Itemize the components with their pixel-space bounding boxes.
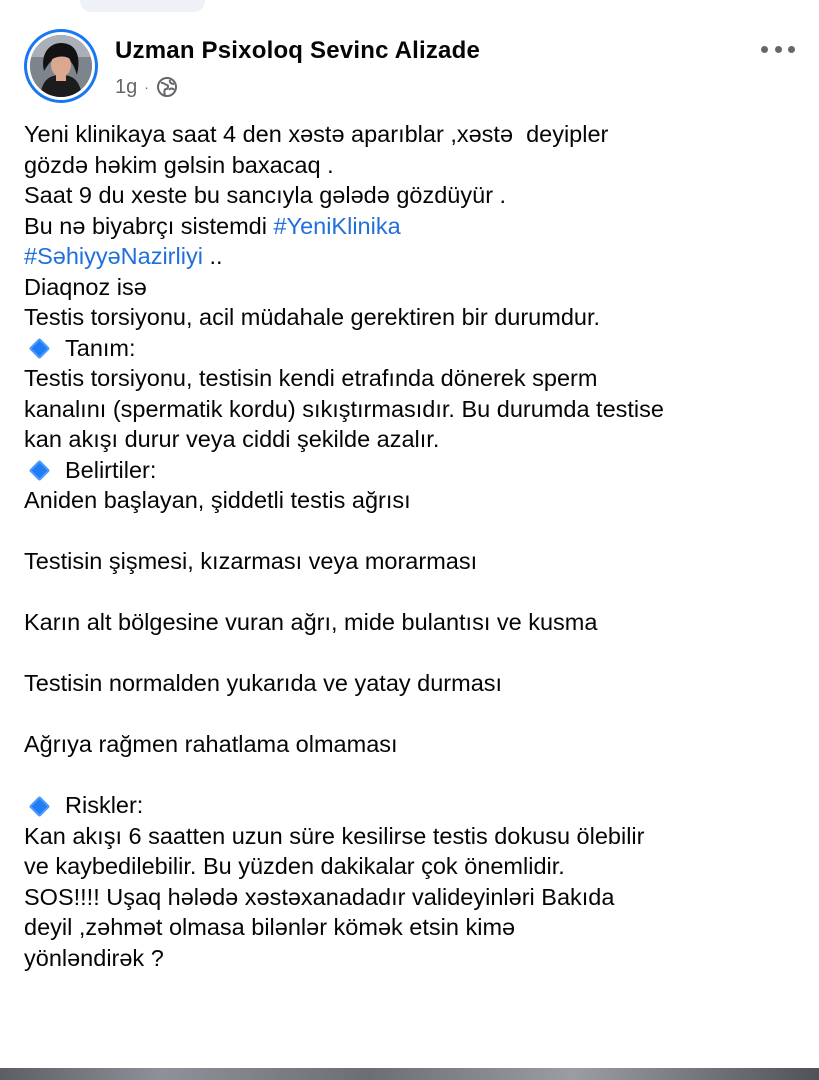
- post-text-line: [24, 485, 814, 516]
- line-text: Riskler:: [65, 792, 144, 818]
- post-text-line: [24, 851, 814, 882]
- line-text: SOS!!!! Uşaq hələdə xəstəxanadadır valideyinləri Bakıda: [24, 883, 615, 910]
- post-text-line: [24, 150, 814, 181]
- line-text: deyil ,zəhmət olmasa bilənlər kömək etsin kimə: [24, 914, 516, 940]
- post-time[interactable]: 1g: [115, 75, 138, 98]
- post-text-line: [24, 363, 814, 394]
- line-text: Bu nə biyabrçı sistemdi: [24, 212, 274, 239]
- post-text-line: [24, 211, 814, 242]
- meta-separator: ·: [144, 79, 149, 95]
- line-text: Saat 9 du xeste bu sancıyla gələdə gözdüyür .: [24, 182, 507, 208]
- line-text: gözdə həkim gəlsin baxacaq .: [24, 151, 334, 178]
- line-text: Kan akışı 6 saatten uzun süre kesilirse testis dokusu ölebilir: [24, 822, 645, 849]
- top-search-pill: [80, 0, 205, 12]
- line-text: Diaqnoz isə: [24, 273, 147, 300]
- line-text: ve kaybedilebilir. Bu yüzden dakikalar çok önemlidir.: [24, 853, 565, 879]
- section-heading: [24, 333, 814, 364]
- line-text: Testisin normalden yukarıda ve yatay durması: [24, 670, 503, 696]
- post-text-line: [24, 729, 814, 760]
- author-avatar[interactable]: [24, 29, 98, 103]
- line-text: kanalını (spermatik kordu) sıkıştırmasıdır. Bu durumda testise: [24, 395, 664, 422]
- post-text-line: [24, 546, 814, 577]
- post-text-line: [24, 607, 814, 638]
- line-text: yönləndirək ?: [24, 944, 164, 971]
- post-text-line: [24, 943, 814, 974]
- post-text-line: [24, 241, 814, 272]
- post-text-line: [24, 882, 814, 913]
- line-text: Belirtiler:: [65, 456, 157, 483]
- line-text: Karın alt bölgesine vuran ağrı, mide bulantısı ve kusma: [24, 609, 598, 635]
- avatar-portrait-icon: [30, 35, 92, 97]
- section-heading: [24, 455, 814, 486]
- post-text-line: [24, 668, 814, 699]
- post-text-line: [24, 272, 814, 303]
- line-text: Testisin şişmesi, kızarması veya morarması: [24, 548, 478, 574]
- post-header: [24, 29, 799, 103]
- blank-line: [24, 577, 814, 608]
- post-text-line: [24, 180, 814, 211]
- line-text: kan akışı durur veya ciddi şekilde azalır.: [24, 426, 440, 452]
- blank-line: [24, 699, 814, 730]
- globe-icon[interactable]: [156, 76, 178, 98]
- blue-diamond-icon: [29, 796, 50, 817]
- more-options-icon[interactable]: [761, 43, 795, 55]
- line-text: Ağrıya rağmen rahatlama olmaması: [24, 731, 398, 757]
- blank-line: [24, 638, 814, 669]
- line-text: Yeni klinikaya saat 4 den xəstə aparıblar ,xəstə deyipler: [24, 121, 609, 147]
- post-text-line: [24, 394, 814, 425]
- post-body: [24, 119, 814, 973]
- line-text: ..: [202, 243, 223, 269]
- post-text-line: [24, 424, 814, 455]
- post-text-line: [24, 821, 814, 852]
- hashtag-link[interactable]: #SəhiyyəNazirliyi: [24, 243, 203, 269]
- post-text-line: [24, 119, 814, 150]
- line-text: Testis torsiyonu, acil müdahale gerektiren bir durumdur.: [24, 304, 601, 330]
- post-text-line: [24, 912, 814, 943]
- post-text-line: [24, 302, 814, 333]
- line-text: Tanım:: [65, 334, 136, 361]
- blue-diamond-icon: [29, 338, 50, 359]
- hashtag-link[interactable]: #YeniKlinika: [273, 212, 401, 239]
- attached-image-preview[interactable]: [0, 1068, 819, 1080]
- post-meta: [115, 74, 178, 100]
- line-text: Aniden başlayan, şiddetli testis ağrısı: [24, 487, 411, 513]
- blank-line: [24, 516, 814, 547]
- line-text: Testis torsiyonu, testisin kendi etrafında dönerek sperm: [24, 365, 598, 391]
- blue-diamond-icon: [29, 460, 50, 481]
- avatar-photo: [30, 35, 92, 97]
- section-heading: [24, 790, 814, 821]
- author-name[interactable]: Uzman Psixoloq Sevinc Alizade: [115, 37, 481, 64]
- blank-line: [24, 760, 814, 791]
